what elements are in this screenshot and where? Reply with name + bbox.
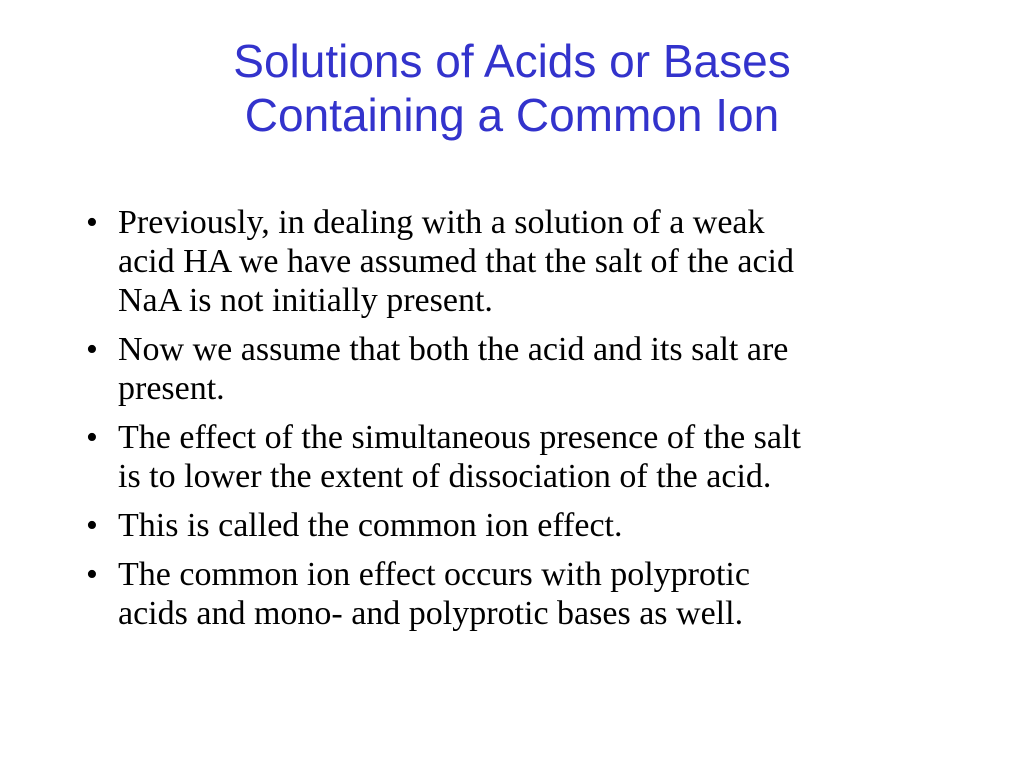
bullet-3-line-1: The effect of the simultaneous presence of the salt <box>118 419 801 456</box>
bullet-list <box>78 203 948 643</box>
bullet-2-line-1: Now we assume that both the acid and its salt are <box>118 331 789 368</box>
bullet-5-line-1: The common ion effect occurs with polyprotic <box>118 556 750 593</box>
bullet-4-line-1: This is called the common ion effect. <box>118 507 623 544</box>
bullet-1-line-3: NaA is not initially present. <box>118 282 493 319</box>
bullet-dot-icon: • <box>86 331 98 368</box>
bullet-dot-icon: • <box>86 556 98 593</box>
bullet-item-2 <box>78 330 948 408</box>
bullet-item-3 <box>78 418 948 496</box>
bullet-5-line-2: acids and mono- and polyprotic bases as well. <box>118 595 744 632</box>
title-line-2: Containing a Common Ion <box>244 89 780 141</box>
slide-title <box>80 34 944 142</box>
bullet-dot-icon: • <box>86 507 98 544</box>
bullet-2-line-2: present. <box>118 370 225 407</box>
bullet-dot-icon: • <box>86 419 98 456</box>
bullet-1-line-1: Previously, in dealing with a solution of a weak <box>118 204 765 241</box>
bullet-1-line-2: acid HA we have assumed that the salt of the acid <box>118 243 794 280</box>
bullet-item-4 <box>78 506 948 545</box>
bullet-3-line-2: is to lower the extent of dissociation of the acid. <box>118 458 772 495</box>
bullet-item-5 <box>78 555 948 633</box>
title-line-1: Solutions of Acids or Bases <box>233 35 791 87</box>
bullet-item-1 <box>78 203 948 320</box>
bullet-dot-icon: • <box>86 204 98 241</box>
